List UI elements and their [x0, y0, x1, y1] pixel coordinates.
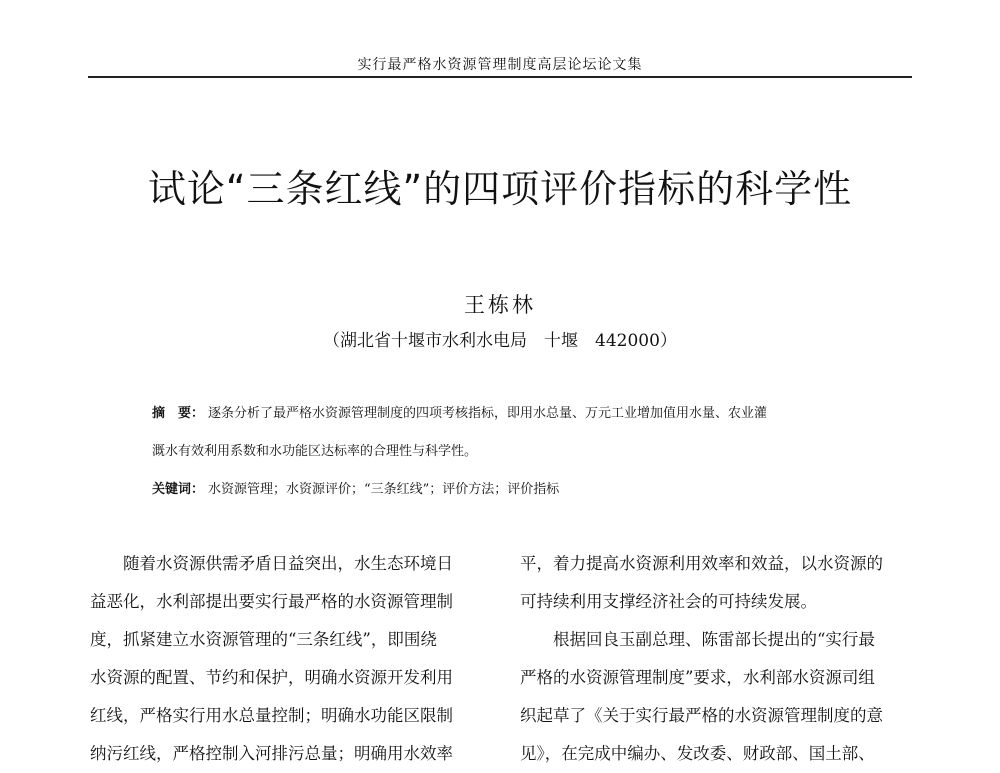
article-title: 试论“三条红线”的四项评价指标的科学性: [147, 167, 853, 211]
keywords-text: 水资源管理；水资源评价；“三条红线”；评价方法；评价指标: [208, 482, 560, 497]
body-line: 见》，在完成中编办、发改委、财政部、国土部、: [520, 744, 875, 763]
author-name: 王栋林: [464, 293, 536, 317]
body-line: 根据回良玉副总理、陈雷部长提出的“实行最: [520, 630, 875, 649]
header-rule: [88, 76, 912, 78]
abstract-label: 摘 要：: [152, 406, 205, 421]
keywords-label: 关键词：: [152, 482, 205, 497]
abstract-text-2: 溉水有效利用系数和水功能区达标率的合理性与科学性。: [152, 444, 478, 459]
body-line: 益恶化，水利部提出要实行最严格的水资源管理制: [90, 592, 453, 611]
abstract-text-1: 逐条分析了最严格水资源管理制度的四项考核指标，即用水总量、万元工业增加值用水量、农业灌: [208, 406, 768, 421]
body-column-left: [90, 545, 484, 773]
body-column-right: [520, 545, 914, 773]
author-affiliation: （湖北省十堰市水利水电局 十堰 442000）: [323, 331, 677, 351]
body-line: 度，抓紧建立水资源管理的“三条红线”，即围绕: [90, 630, 437, 649]
body-line: 严格的水资源管理制度”要求，水利部水资源司组: [520, 668, 875, 687]
body-line: 织起草了《关于实行最严格的水资源管理制度的意: [520, 706, 883, 725]
body-line: 水资源的配置、节约和保护，明确水资源开发利用: [90, 668, 453, 687]
abstract-line-1: [152, 402, 872, 421]
body-line: 可持续利用支撑经济社会的可持续发展。: [520, 592, 817, 611]
body-line: 平，着力提高水资源利用效率和效益，以水资源的: [520, 554, 883, 573]
abstract-line-2: [152, 440, 872, 459]
keywords-line: [152, 478, 872, 497]
body-line: 纳污红线，严格控制入河排污总量；明确用水效率: [90, 744, 453, 763]
body-line: 红线，严格实行用水总量控制；明确水功能区限制: [90, 706, 453, 725]
body-line: 随着水资源供需矛盾日益突出，水生态环境日: [90, 554, 453, 573]
running-head: 实行最严格水资源管理制度高层论坛论文集: [357, 57, 643, 73]
